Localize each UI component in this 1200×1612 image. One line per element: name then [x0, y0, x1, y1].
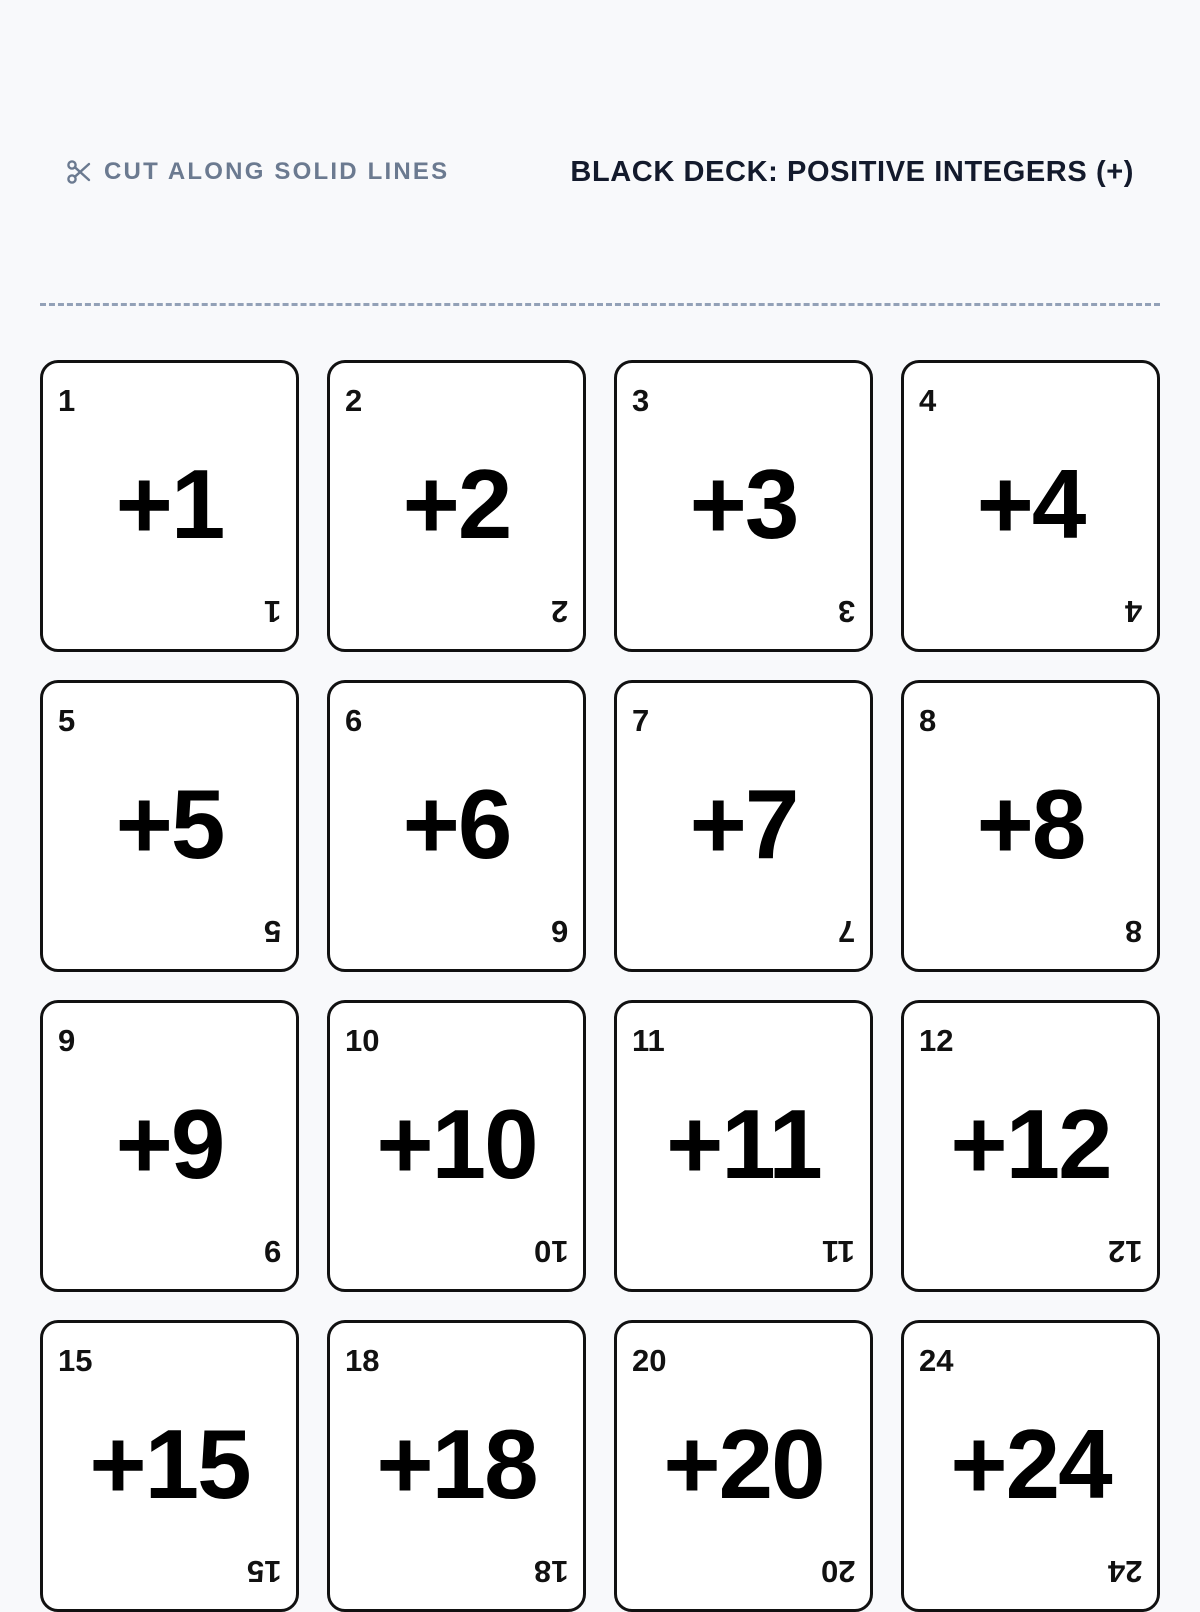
card-corner-top: 2	[345, 383, 363, 418]
deck-title: BLACK DECK: POSITIVE INTEGERS (+)	[570, 155, 1134, 188]
card-value: +1	[115, 449, 224, 560]
card-corner-bottom: 3	[837, 594, 855, 629]
card-value: +7	[689, 769, 798, 880]
cut-instruction	[66, 158, 449, 186]
card-corner-top: 15	[58, 1343, 93, 1378]
dashed-cut-line	[40, 303, 1160, 306]
card-value: +4	[976, 449, 1085, 560]
card-value: +20	[663, 1409, 824, 1520]
card-corner-top: 5	[58, 703, 76, 738]
integer-card	[327, 1320, 586, 1612]
card-value: +6	[402, 769, 511, 880]
card-value: +5	[115, 769, 224, 880]
integer-card	[327, 680, 586, 972]
integer-card	[327, 360, 586, 652]
integer-card	[614, 1320, 873, 1612]
card-corner-bottom: 2	[550, 594, 568, 629]
card-corner-top: 12	[919, 1023, 954, 1058]
card-corner-top: 7	[632, 703, 650, 738]
card-value: +2	[402, 449, 511, 560]
card-corner-top: 6	[345, 703, 363, 738]
card-corner-bottom: 7	[837, 914, 855, 949]
integer-card	[327, 1000, 586, 1292]
card-corner-bottom: 4	[1124, 594, 1142, 629]
integer-card	[901, 1000, 1160, 1292]
scissors-icon	[66, 159, 92, 185]
card-corner-top: 10	[345, 1023, 380, 1058]
sheet-header	[66, 148, 1134, 196]
integer-card	[901, 680, 1160, 972]
card-value: +24	[950, 1409, 1111, 1520]
card-corner-bottom: 18	[533, 1554, 568, 1589]
card-value: +11	[666, 1089, 821, 1200]
card-corner-bottom: 8	[1124, 914, 1142, 949]
integer-card	[614, 680, 873, 972]
card-corner-top: 4	[919, 383, 937, 418]
integer-card	[614, 1000, 873, 1292]
card-corner-bottom: 10	[533, 1234, 568, 1269]
card-corner-bottom: 5	[263, 914, 281, 949]
card-corner-top: 9	[58, 1023, 76, 1058]
card-corner-bottom: 12	[1107, 1234, 1142, 1269]
card-corner-bottom: 11	[822, 1234, 855, 1269]
integer-card	[40, 680, 299, 972]
card-corner-bottom: 24	[1107, 1554, 1142, 1589]
card-corner-bottom: 20	[820, 1554, 855, 1589]
card-corner-top: 1	[58, 383, 76, 418]
integer-card	[614, 360, 873, 652]
card-value: +3	[689, 449, 798, 560]
integer-card	[901, 360, 1160, 652]
card-corner-top: 11	[632, 1023, 665, 1058]
card-corner-top: 8	[919, 703, 937, 738]
card-corner-bottom: 6	[550, 914, 568, 949]
integer-card	[40, 360, 299, 652]
card-value: +18	[376, 1409, 537, 1520]
card-corner-top: 18	[345, 1343, 380, 1378]
integer-card	[40, 1320, 299, 1612]
card-value: +9	[115, 1089, 224, 1200]
card-value: +15	[89, 1409, 250, 1520]
card-corner-top: 3	[632, 383, 650, 418]
cut-instruction-text: CUT ALONG SOLID LINES	[104, 158, 450, 185]
card-grid	[40, 360, 1160, 1612]
card-value: +10	[376, 1089, 537, 1200]
card-corner-bottom: 1	[263, 594, 281, 629]
card-value: +8	[976, 769, 1085, 880]
integer-card	[40, 1000, 299, 1292]
card-corner-bottom: 9	[263, 1234, 281, 1269]
card-corner-top: 24	[919, 1343, 954, 1378]
card-corner-bottom: 15	[246, 1554, 281, 1589]
integer-card	[901, 1320, 1160, 1612]
card-value: +12	[950, 1089, 1111, 1200]
card-corner-top: 20	[632, 1343, 667, 1378]
